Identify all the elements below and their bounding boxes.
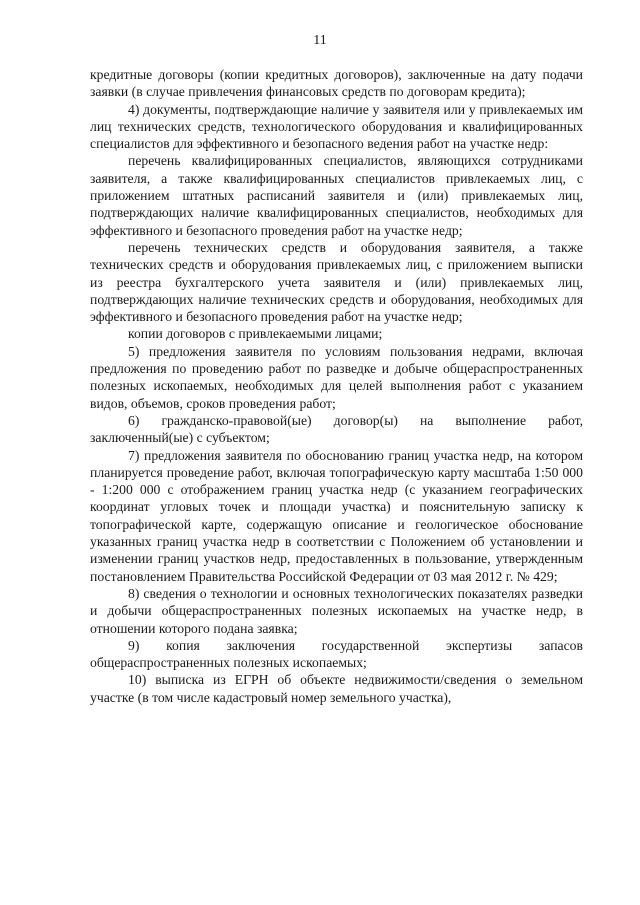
paragraph-contract-copies: копии договоров с привлекаемыми лицами; xyxy=(128,326,383,342)
paragraph-item-9-expertise: 9) копия заключения государственной экспертизы запасов общераспространенных полезных ископаемых; xyxy=(90,637,583,671)
paragraph-item-10-egrn: 10) выписка из ЕГРН об объекте недвижимости/сведения о земельном участке (в том числе кадастровый номер земельного участка), xyxy=(90,672,583,705)
paragraph-item-7-boundaries: 7) предложения заявителя по обоснованию границ участка недр, на котором планируется проведение работ, включая топографическую карту масштаба 1:50 000 - 1:200 000 с отображением границ участка недр (с указанием географических координат угловых точек и площади участка) и пояснительную записку к топографической карте, содержащую описание и геологическое обоснование указанных границ участка недр в соответствии с Положением об установлении и изменении границ участков недр, предоставленных в пользование, утвержденным постановлением Правительства Российской Федерации от 03 мая 2012 г. № 429; xyxy=(90,447,583,584)
paragraph-item-8-technology: 8) сведения о технологии и основных технологических показателях разведки и добычи общераспространенных полезных ископаемых на участке недр, в отношении которого подана заявка; xyxy=(90,585,583,636)
paragraph-credit-agreements: кредитные договоры (копии кредитных договоров), заключенные на дату подачи заявки (в случае привлечения финансовых средств по договорам кредита); xyxy=(90,67,583,100)
paragraph-item-5-proposals: 5) предложения заявителя по условиям пользования недрами, включая предложения по проведению работ по разведке и добыче общераспространенных полезных ископаемых, необходимых для целей выполнения работ с указанием видов, объемов, сроков проведения работ; xyxy=(90,343,583,411)
page-number: 11 xyxy=(313,33,327,48)
paragraph-equipment-list: перечень технических средств и оборудования заявителя, а также технических средств и оборудования привлекаемых лиц, с приложением выписки из реестра бухгалтерского учета заявителя и (или) привлекаемых лиц, подтверждающих наличие технических средств и оборудования, необходимых для эффективного и безопасного проведения работ на участке недр; xyxy=(90,239,583,325)
document-body xyxy=(90,66,583,706)
paragraph-item-6-civil-contracts: 6) гражданско-правовой(ые) договор(ы) на выполнение работ, заключенный(ые) с субъектом; xyxy=(90,412,583,446)
paragraph-specialists-list: перечень квалифицированных специалистов, являющихся сотрудниками заявителя, а также квалифицированных специалистов привлекаемых лиц, с приложением штатных расписаний заявителя и (или) привлекаемых лиц, подтверждающих наличие квалифицированных специалистов, необходимых для эффективного и безопасного проведения работ на участке недр; xyxy=(90,153,583,238)
paragraph-item-4-documents: 4) документы, подтверждающие наличие у заявителя или у привлекаемых им лиц технических средств, технологического оборудования и квалифицированных специалистов для эффективного и безопасного ведения работ на участке недр: xyxy=(90,101,583,152)
